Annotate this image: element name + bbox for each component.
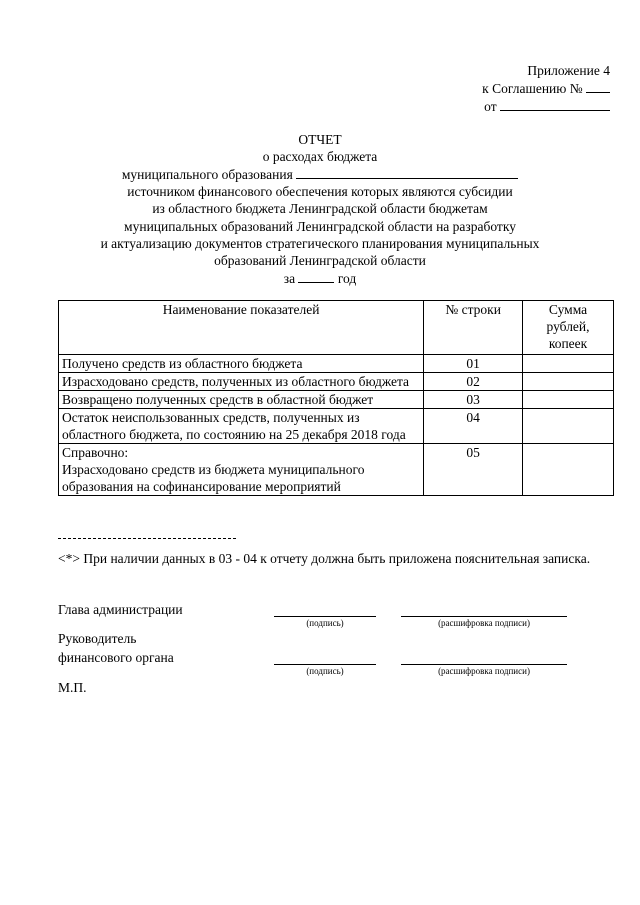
row-amount bbox=[523, 355, 614, 373]
row-name: Возвращено полученных средств в областной бюджет bbox=[59, 391, 424, 409]
year-blank bbox=[298, 270, 334, 283]
footnote-separator bbox=[58, 538, 236, 539]
header-row-number: № строки bbox=[424, 301, 523, 355]
agreement-number-blank bbox=[586, 80, 610, 93]
period-suffix: год bbox=[337, 271, 357, 286]
header-amount: Сумма рублей, копеек bbox=[523, 301, 614, 355]
finance-decoding-caption: (расшифровка подписи) bbox=[438, 666, 530, 676]
stamp-place-label: М.П. bbox=[58, 680, 87, 695]
row-code: 02 bbox=[424, 373, 523, 391]
report-table bbox=[58, 300, 614, 496]
report-subtitle-line-5: из областного бюджета Ленинградской области бюджетам bbox=[152, 201, 488, 216]
agreement-date-blank bbox=[500, 98, 610, 111]
row-code: 01 bbox=[424, 355, 523, 373]
table-row bbox=[59, 373, 614, 391]
table-header-row bbox=[59, 301, 614, 355]
head-decoding-caption: (расшифровка подписи) bbox=[438, 618, 530, 628]
row-code: 04 bbox=[424, 409, 523, 444]
head-of-administration-label: Глава администрации bbox=[58, 602, 183, 617]
municipality-label: муниципального образования bbox=[121, 167, 293, 182]
row-amount bbox=[523, 444, 614, 496]
appendix-line-1: Приложение 4 bbox=[527, 63, 610, 78]
report-subtitle-line-2: о расходах бюджета bbox=[262, 149, 378, 164]
row-code: 03 bbox=[424, 391, 523, 409]
row-code: 05 bbox=[424, 444, 523, 496]
report-subtitle-line-7: и актуализацию документов стратегического планирования муниципальных bbox=[100, 236, 540, 251]
report-subtitle-line-3 bbox=[0, 166, 640, 184]
head-signature-line bbox=[274, 616, 376, 617]
finance-signature-caption: (подпись) bbox=[306, 666, 344, 676]
row-amount bbox=[523, 409, 614, 444]
appendix-date-label: от bbox=[484, 99, 497, 114]
table-row bbox=[59, 444, 614, 496]
head-signature-caption: (подпись) bbox=[306, 618, 344, 628]
head-decoding-line bbox=[401, 616, 567, 617]
finance-signature-line bbox=[274, 664, 376, 665]
header-indicator-name: Наименование показателей bbox=[59, 301, 424, 355]
table-row bbox=[59, 355, 614, 373]
appendix-line-3 bbox=[484, 98, 610, 115]
row-name: Остаток неиспользованных средств, полученных из областного бюджета, по состоянию на 25 декабря 2018 года bbox=[59, 409, 424, 444]
row-name: Получено средств из областного бюджета bbox=[59, 355, 424, 373]
finance-head-label-2: финансового органа bbox=[58, 650, 174, 665]
finance-head-label-1: Руководитель bbox=[58, 631, 137, 646]
appendix-line-2 bbox=[482, 80, 610, 97]
row-amount bbox=[523, 391, 614, 409]
report-subtitle-line-8: образований Ленинградской области bbox=[214, 253, 426, 268]
report-subtitle-line-4: источником финансового обеспечения которых являются субсидии bbox=[127, 184, 513, 199]
appendix-agreement-label: к Соглашению № bbox=[482, 81, 583, 96]
period-prefix: за bbox=[283, 271, 296, 286]
report-title: ОТЧЕТ bbox=[298, 132, 342, 147]
municipality-blank bbox=[296, 166, 518, 179]
finance-decoding-line bbox=[401, 664, 567, 665]
report-subtitle-line-6: муниципальных образований Ленинградской области на разработку bbox=[124, 219, 516, 234]
table-row bbox=[59, 391, 614, 409]
row-amount bbox=[523, 373, 614, 391]
row-name: Израсходовано средств, полученных из областного бюджета bbox=[59, 373, 424, 391]
table-row bbox=[59, 409, 614, 444]
report-period-line bbox=[0, 270, 640, 288]
row-name: Справочно: Израсходовано средств из бюджета муниципального образования на софинансирование мероприятий bbox=[59, 444, 424, 496]
footnote-text: <*> При наличии данных в 03 - 04 к отчету должна быть приложена пояснительная записка. bbox=[58, 551, 591, 566]
